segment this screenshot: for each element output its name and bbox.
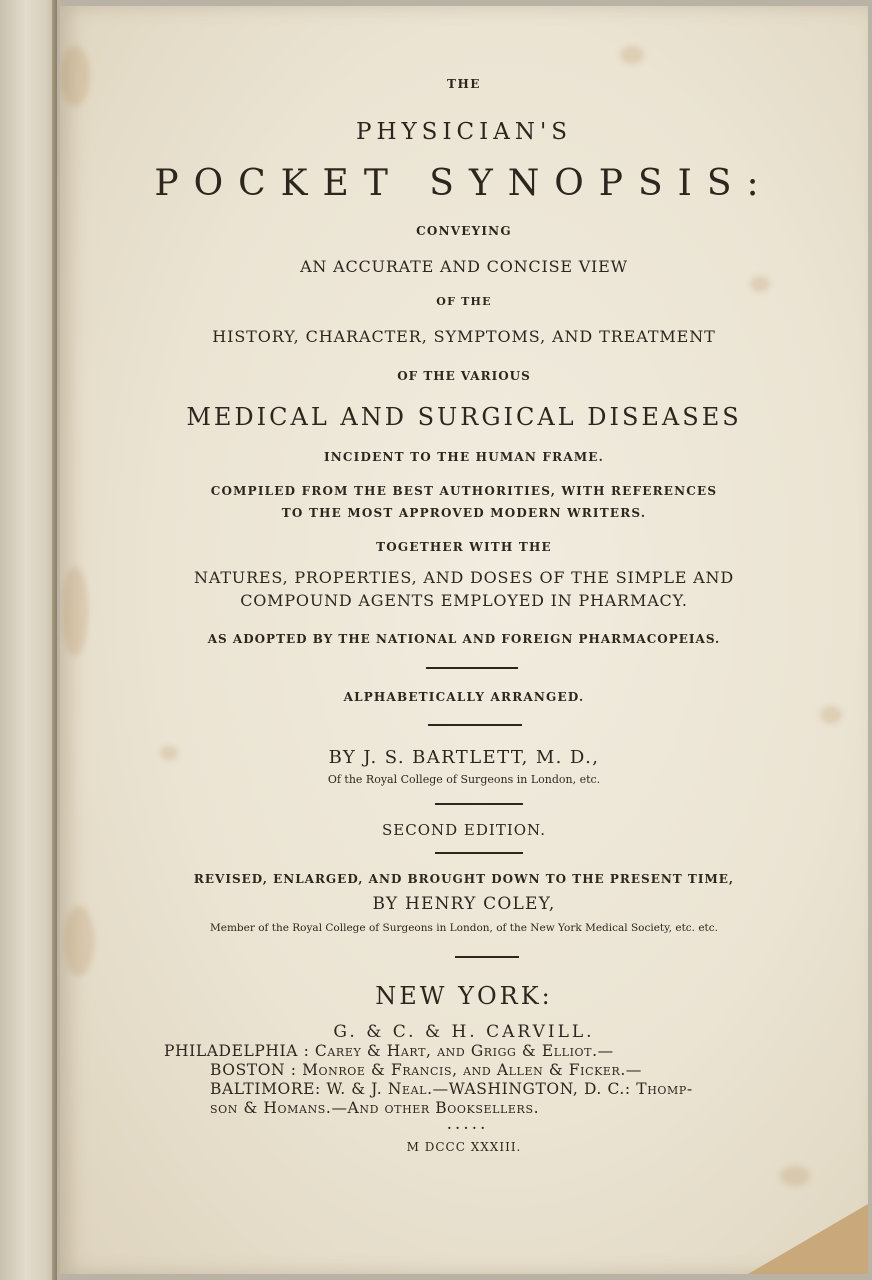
subtitle-view: AN ACCURATE AND CONCISE VIEW xyxy=(300,257,628,276)
divider-rule-2 xyxy=(428,724,522,726)
subtitle-compiled: COMPILED FROM THE BEST AUTHORITIES, WITH REFERENCES xyxy=(210,484,718,498)
facing-page-edge xyxy=(0,0,58,1280)
subtitle-history: HISTORY, CHARACTER, SYMPTOMS, AND TREATMENT xyxy=(212,327,716,346)
arrangement-note: ALPHABETICALLY ARRANGED. xyxy=(343,690,585,704)
book-spine xyxy=(52,0,57,1280)
subtitle-incident: INCIDENT TO THE HUMAN FRAME. xyxy=(323,450,605,464)
reviser-name: BY HENRY COLEY, xyxy=(372,894,556,914)
title-the: THE xyxy=(447,77,481,91)
subtitle-approved: TO THE MOST APPROVED MODERN WRITERS. xyxy=(281,506,647,520)
subtitle-adopted: AS ADOPTED BY THE NATIONAL AND FOREIGN PHARMACOPEIAS. xyxy=(207,632,721,646)
reviser-affiliation: Member of the Royal College of Surgeons in London, of the New York Medical Society, etc. etc. xyxy=(209,922,718,934)
bookseller-line: son & Homans.—And other Booksellers. xyxy=(210,1099,540,1117)
subtitle-compound: COMPOUND AGENTS EMPLOYED IN PHARMACY. xyxy=(240,591,688,610)
divider-rule-3 xyxy=(435,803,523,805)
subtitle-of-the: OF THE xyxy=(436,295,492,308)
divider-rule-1 xyxy=(426,667,518,669)
subtitle-of-various: OF THE VARIOUS xyxy=(397,369,531,383)
divider-rule-5 xyxy=(455,956,519,958)
author-affiliation: Of the Royal College of Surgeons in London, etc. xyxy=(327,773,601,786)
divider-rule-4 xyxy=(435,852,523,854)
imprint-city: NEW YORK: xyxy=(375,982,553,1010)
title-line-1: PHYSICIAN'S xyxy=(355,119,573,145)
torn-corner xyxy=(748,1204,868,1274)
title-line-2: POCKET SYNOPSIS: xyxy=(154,163,774,204)
imprint-year: M DCCC XXXIII. xyxy=(406,1140,522,1154)
bookseller-line: PHILADELPHIA : Carey & Hart, and Grigg & Elliot.— xyxy=(164,1042,614,1060)
subtitle-conveying: CONVEYING xyxy=(416,224,512,238)
subtitle-diseases: MEDICAL AND SURGICAL DISEASES xyxy=(186,403,742,431)
imprint-publisher: G. & C. & H. CARVILL. xyxy=(333,1022,595,1042)
ornament-dots: . . . . . xyxy=(447,1118,485,1132)
bookseller-line: BOSTON : Monroe & Francis, and Allen & Ficker.— xyxy=(210,1061,643,1079)
subtitle-together: TOGETHER WITH THE xyxy=(376,540,552,554)
author-name: BY J. S. BARTLETT, M. D., xyxy=(328,747,600,768)
bookseller-line: BALTIMORE: W. & J. Neal.—WASHINGTON, D. C.: Thomp- xyxy=(210,1080,693,1098)
edition: SECOND EDITION. xyxy=(382,821,546,839)
booksellers-list xyxy=(164,1042,693,1118)
revision-note: REVISED, ENLARGED, AND BROUGHT DOWN TO THE PRESENT TIME, xyxy=(193,872,735,886)
subtitle-natures: NATURES, PROPERTIES, AND DOSES OF THE SIMPLE AND xyxy=(194,568,734,587)
title-page xyxy=(60,6,868,1274)
